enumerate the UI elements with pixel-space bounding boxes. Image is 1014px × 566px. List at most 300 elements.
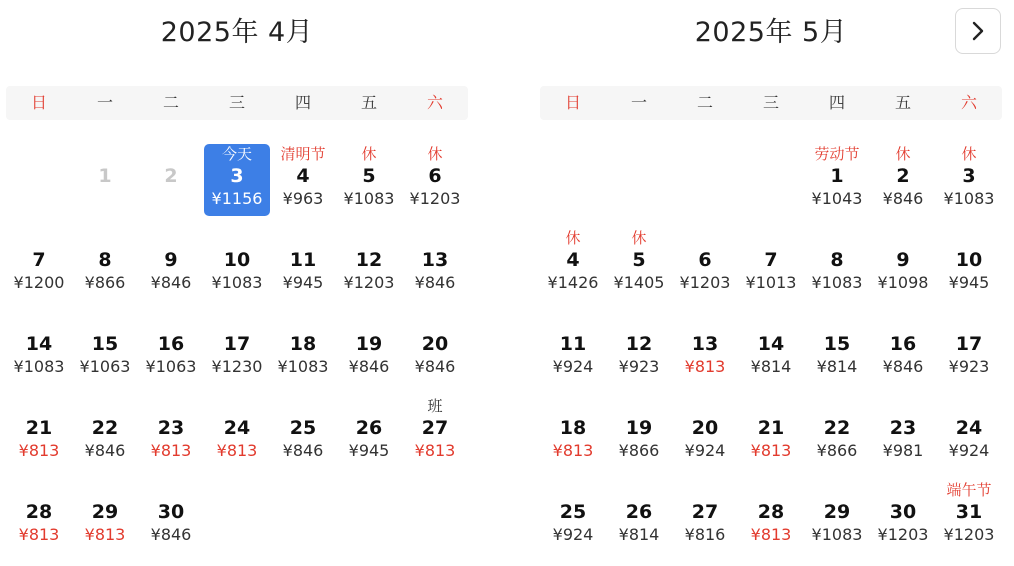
next-month-button[interactable]: [955, 8, 1001, 54]
day-cell[interactable]: [870, 228, 936, 312]
day-tag: 休: [565, 229, 581, 247]
day-number: 11: [559, 333, 587, 355]
day-price: ¥924: [948, 441, 990, 460]
day-tag: [402, 312, 468, 332]
day-number: 28: [25, 501, 53, 523]
day-tag: [936, 396, 1002, 416]
day-cell[interactable]: [870, 312, 936, 396]
day-tag: [804, 228, 870, 248]
day-cell-content: [870, 480, 936, 554]
day-number: 17: [955, 333, 983, 355]
weekday-mon: 一: [630, 93, 647, 112]
day-cell[interactable]: [870, 144, 936, 228]
day-cell-content: [738, 480, 804, 554]
day-number: 28: [757, 501, 785, 523]
day-tag: [270, 396, 336, 416]
day-cell-content: [804, 144, 870, 218]
day-tag: 劳动节: [814, 145, 860, 163]
day-number: 23: [889, 417, 917, 439]
day-cell-content: [72, 228, 138, 302]
day-tag: 今天: [221, 145, 252, 163]
day-price: ¥846: [348, 357, 390, 376]
day-price: ¥1083: [811, 273, 863, 292]
day-cell-content: [606, 480, 672, 554]
day-cell-content: [804, 312, 870, 386]
day-price: [72, 188, 138, 212]
day-cell[interactable]: [72, 312, 138, 396]
day-number: 23: [157, 417, 185, 439]
day-number: 21: [757, 417, 785, 439]
day-tag: [606, 480, 672, 500]
day-number: 22: [91, 417, 119, 439]
day-cell-content: [336, 228, 402, 302]
day-cell-content: [540, 312, 606, 386]
day-tag: [72, 396, 138, 416]
day-cell-content: [738, 228, 804, 302]
day-cell[interactable]: [936, 144, 1002, 228]
day-number: 15: [91, 333, 119, 355]
day-cell-content: [270, 228, 336, 302]
day-cell[interactable]: [6, 480, 72, 564]
day-cell[interactable]: [672, 228, 738, 312]
day-tag: [270, 228, 336, 248]
day-cell-content: [936, 396, 1002, 470]
day-number: 20: [421, 333, 449, 355]
day-cell-content: [936, 144, 1002, 218]
day-cell[interactable]: [738, 312, 804, 396]
day-price: ¥1203: [943, 525, 995, 544]
day-cell[interactable]: [738, 396, 804, 480]
month-panel-april: [6, 0, 468, 564]
day-cell-content: [402, 144, 468, 218]
day-tag: [540, 312, 606, 332]
day-cell[interactable]: [402, 228, 468, 312]
day-cell-disabled: [72, 144, 138, 228]
day-number: 19: [625, 417, 653, 439]
day-cell-today[interactable]: [204, 144, 270, 228]
day-cell[interactable]: [72, 480, 138, 564]
day-number: 1: [830, 165, 844, 187]
day-cell-content: [540, 480, 606, 554]
day-cell[interactable]: [336, 144, 402, 228]
day-cell-content: [870, 228, 936, 302]
day-price: ¥1230: [211, 357, 263, 376]
day-tag: [336, 312, 402, 332]
day-cell-content: [270, 144, 336, 218]
day-number: 6: [698, 249, 712, 271]
day-number: 31: [955, 501, 983, 523]
day-tag: [6, 480, 72, 500]
day-number: 9: [164, 249, 178, 271]
day-number: 10: [955, 249, 983, 271]
day-cell[interactable]: [402, 396, 468, 480]
weekday-fri: 五: [360, 93, 377, 112]
day-price: [138, 188, 204, 212]
chevron-right-icon: [971, 21, 985, 41]
day-number: 30: [889, 501, 917, 523]
day-price-lowest: ¥813: [750, 441, 792, 460]
day-price: ¥1083: [211, 273, 263, 292]
day-cell[interactable]: [138, 312, 204, 396]
day-cell[interactable]: [870, 396, 936, 480]
day-number: 2: [896, 165, 910, 187]
empty-cell: [540, 144, 606, 228]
day-cell-content: [804, 396, 870, 470]
day-cell[interactable]: [270, 312, 336, 396]
day-tag: [936, 228, 1002, 248]
day-cell[interactable]: [204, 312, 270, 396]
day-cell[interactable]: [72, 228, 138, 312]
day-cell-content: [402, 228, 468, 302]
day-number: 29: [823, 501, 851, 523]
day-number: 24: [223, 417, 251, 439]
day-price: ¥866: [84, 273, 126, 292]
day-cell[interactable]: [6, 228, 72, 312]
day-number: 9: [896, 249, 910, 271]
day-tag: [72, 144, 138, 164]
day-tag: [204, 312, 270, 332]
day-cell[interactable]: [870, 480, 936, 564]
weekday-header: [6, 86, 468, 120]
day-cell[interactable]: [936, 228, 1002, 312]
day-cell[interactable]: [336, 228, 402, 312]
day-number: 29: [91, 501, 119, 523]
day-price: ¥963: [282, 189, 324, 208]
day-tag: [6, 228, 72, 248]
day-cell-content: [402, 396, 468, 470]
day-price: ¥1203: [409, 189, 461, 208]
day-cell-content: [336, 312, 402, 386]
day-cell-content: [138, 396, 204, 470]
day-cell-content: [870, 396, 936, 470]
day-price: ¥1426: [547, 273, 599, 292]
day-number: 5: [632, 249, 646, 271]
day-cell[interactable]: [606, 312, 672, 396]
day-tag: [870, 480, 936, 500]
day-cell[interactable]: [138, 480, 204, 564]
day-price: ¥924: [684, 441, 726, 460]
day-tag: [936, 312, 1002, 332]
day-price: ¥1063: [79, 357, 131, 376]
day-cell[interactable]: [270, 396, 336, 480]
day-number: 4: [296, 165, 310, 187]
day-cell-content: [138, 144, 204, 218]
day-tag: [804, 312, 870, 332]
day-number: 5: [362, 165, 376, 187]
day-cell[interactable]: [738, 480, 804, 564]
day-price-lowest: ¥813: [18, 525, 60, 544]
day-cell-content: [6, 312, 72, 386]
day-number: 2: [164, 165, 178, 187]
day-cell[interactable]: [540, 480, 606, 564]
day-cell[interactable]: [540, 396, 606, 480]
day-price: ¥1200: [13, 273, 65, 292]
month-panel-may: [540, 0, 1002, 564]
day-number: 26: [355, 417, 383, 439]
day-number: 16: [889, 333, 917, 355]
day-price-lowest: ¥813: [84, 525, 126, 544]
day-number: 26: [625, 501, 653, 523]
day-cell[interactable]: [606, 396, 672, 480]
day-cell[interactable]: [336, 312, 402, 396]
day-price: ¥923: [618, 357, 660, 376]
day-cell[interactable]: [540, 312, 606, 396]
day-cell-content: [270, 396, 336, 470]
day-price-lowest: ¥813: [684, 357, 726, 376]
day-tag: [804, 396, 870, 416]
day-cell-content: [72, 312, 138, 386]
day-price-lowest: ¥813: [750, 525, 792, 544]
day-cell[interactable]: [270, 144, 336, 228]
day-cell[interactable]: [738, 228, 804, 312]
day-tag: [804, 480, 870, 500]
day-cell-content: [72, 144, 138, 218]
day-number: 10: [223, 249, 251, 271]
day-cell[interactable]: [138, 228, 204, 312]
day-price: ¥924: [552, 357, 594, 376]
day-cell[interactable]: [804, 396, 870, 480]
day-price: ¥1083: [13, 357, 65, 376]
day-number: 27: [421, 417, 449, 439]
day-cell[interactable]: [804, 144, 870, 228]
day-tag: [336, 228, 402, 248]
day-cell-content: [672, 480, 738, 554]
day-tag: [672, 396, 738, 416]
day-cell[interactable]: [936, 480, 1002, 564]
day-price: ¥945: [948, 273, 990, 292]
day-price: ¥1405: [613, 273, 665, 292]
weekday-wed: 三: [762, 93, 779, 112]
day-cell-content: [204, 312, 270, 386]
day-cell-content: [672, 228, 738, 302]
day-price: ¥814: [618, 525, 660, 544]
day-cell-content: [606, 396, 672, 470]
day-cell[interactable]: [336, 396, 402, 480]
day-cell-content: [204, 396, 270, 470]
day-number: 19: [355, 333, 383, 355]
day-price: ¥1083: [277, 357, 329, 376]
day-cell[interactable]: [606, 480, 672, 564]
weekday-tue: 二: [696, 93, 713, 112]
weekday-sun: 日: [564, 93, 581, 112]
day-price: ¥945: [348, 441, 390, 460]
day-number: 8: [830, 249, 844, 271]
day-price-lowest: ¥813: [216, 441, 258, 460]
day-cell-disabled: [138, 144, 204, 228]
day-number: 12: [355, 249, 383, 271]
day-tag: [672, 312, 738, 332]
day-number: 14: [757, 333, 785, 355]
day-price: ¥1043: [811, 189, 863, 208]
day-price: ¥1203: [679, 273, 731, 292]
day-price: ¥846: [84, 441, 126, 460]
day-cell-content: [138, 228, 204, 302]
day-cell-content: [6, 228, 72, 302]
day-number: 7: [764, 249, 778, 271]
day-price: ¥981: [882, 441, 924, 460]
day-price: ¥846: [150, 525, 192, 544]
day-price: ¥846: [882, 189, 924, 208]
day-tag: 休: [961, 145, 977, 163]
day-tag: [738, 228, 804, 248]
empty-cell: [672, 144, 738, 228]
day-cell[interactable]: [6, 312, 72, 396]
day-cell-content: [540, 396, 606, 470]
day-cell[interactable]: [540, 228, 606, 312]
day-cell[interactable]: [672, 312, 738, 396]
day-cell-content: [936, 228, 1002, 302]
day-price: ¥846: [282, 441, 324, 460]
empty-cell: [606, 144, 672, 228]
day-tag: 休: [427, 145, 443, 163]
day-cell[interactable]: [804, 312, 870, 396]
day-cell-content: [870, 144, 936, 218]
day-price: ¥846: [882, 357, 924, 376]
day-cell[interactable]: [204, 396, 270, 480]
day-cell[interactable]: [606, 228, 672, 312]
weekday-thu: 四: [828, 93, 845, 112]
day-number: 22: [823, 417, 851, 439]
day-cell-content: [204, 228, 270, 302]
day-tag: [870, 396, 936, 416]
day-number: 16: [157, 333, 185, 355]
day-price: ¥1083: [811, 525, 863, 544]
day-cell-content: [738, 396, 804, 470]
day-cell[interactable]: [804, 228, 870, 312]
day-price-lowest: ¥813: [150, 441, 192, 460]
day-number: 25: [289, 417, 317, 439]
day-price: ¥1083: [343, 189, 395, 208]
day-number: 15: [823, 333, 851, 355]
day-price-lowest: ¥813: [552, 441, 594, 460]
day-cell[interactable]: [672, 396, 738, 480]
day-cell[interactable]: [6, 396, 72, 480]
day-tag: [738, 312, 804, 332]
weekday-tue: 二: [162, 93, 179, 112]
day-tag: [138, 396, 204, 416]
day-price: ¥866: [816, 441, 858, 460]
day-number: 7: [32, 249, 46, 271]
day-cell-content: [936, 312, 1002, 386]
day-price: ¥814: [750, 357, 792, 376]
day-number: 17: [223, 333, 251, 355]
day-cell-content: [6, 480, 72, 554]
day-number: 4: [566, 249, 580, 271]
day-cell-content: [138, 312, 204, 386]
day-tag: [870, 312, 936, 332]
day-price: ¥924: [552, 525, 594, 544]
day-tag: [270, 312, 336, 332]
day-number: 18: [289, 333, 317, 355]
day-cell-content: [72, 396, 138, 470]
day-cell-content: [606, 312, 672, 386]
day-tag: 休: [895, 145, 911, 163]
day-cell[interactable]: [936, 396, 1002, 480]
day-price: ¥1098: [877, 273, 929, 292]
weekday-thu: 四: [294, 93, 311, 112]
weekday-sat: 六: [426, 93, 443, 112]
day-number: 24: [955, 417, 983, 439]
day-cell-content: [540, 228, 606, 302]
day-tag: [138, 480, 204, 500]
day-number: 25: [559, 501, 587, 523]
day-tag: 清明节: [280, 145, 326, 163]
day-tag: [606, 312, 672, 332]
month-title: 2025年 5月: [694, 17, 848, 48]
day-number: 20: [691, 417, 719, 439]
day-tag: [204, 396, 270, 416]
weekday-sun: 日: [30, 93, 47, 112]
day-cell[interactable]: [72, 396, 138, 480]
day-cell-content: [804, 480, 870, 554]
day-number: 21: [25, 417, 53, 439]
weekday-mon: 一: [96, 93, 113, 112]
day-number: 13: [691, 333, 719, 355]
day-cell[interactable]: [804, 480, 870, 564]
day-cell-content: [870, 312, 936, 386]
day-cell-content: [804, 228, 870, 302]
day-cell-content: [936, 480, 1002, 554]
day-tag: [6, 396, 72, 416]
day-cell[interactable]: [402, 144, 468, 228]
empty-cell: [6, 144, 72, 228]
day-cell-content: [672, 396, 738, 470]
day-price: ¥814: [816, 357, 858, 376]
day-tag: [138, 228, 204, 248]
day-tag: [672, 480, 738, 500]
day-number: 6: [428, 165, 442, 187]
day-cell[interactable]: [204, 228, 270, 312]
day-number: 3: [230, 165, 244, 187]
day-tag: 休: [361, 145, 377, 163]
day-cell[interactable]: [672, 480, 738, 564]
day-tag: [540, 480, 606, 500]
day-price: ¥1013: [745, 273, 797, 292]
month-title: 2025年 4月: [160, 17, 314, 48]
day-cell[interactable]: [936, 312, 1002, 396]
day-tag: [672, 228, 738, 248]
weekday-sat: 六: [960, 93, 977, 112]
day-number: 12: [625, 333, 653, 355]
day-tag: 端午节: [946, 481, 992, 499]
day-tag: [606, 396, 672, 416]
day-number: 27: [691, 501, 719, 523]
day-tag: [72, 228, 138, 248]
day-cell-content: [72, 480, 138, 554]
day-price: ¥846: [414, 357, 456, 376]
day-grid: [540, 144, 1002, 564]
day-tag: [138, 144, 204, 164]
day-tag: [72, 480, 138, 500]
day-tag: [738, 480, 804, 500]
day-tag: [204, 228, 270, 248]
weekday-fri: 五: [894, 93, 911, 112]
day-tag: 班: [427, 397, 443, 415]
day-cell-content: [336, 396, 402, 470]
day-cell-content: [270, 312, 336, 386]
day-cell-content: [336, 144, 402, 218]
day-price: ¥923: [948, 357, 990, 376]
day-price: ¥816: [684, 525, 726, 544]
day-number: 30: [157, 501, 185, 523]
day-tag: [336, 396, 402, 416]
day-cell-content: [204, 144, 270, 216]
weekday-header: [540, 86, 1002, 120]
day-price-lowest: ¥813: [414, 441, 456, 460]
day-cell[interactable]: [270, 228, 336, 312]
day-cell[interactable]: [138, 396, 204, 480]
day-cell[interactable]: [402, 312, 468, 396]
